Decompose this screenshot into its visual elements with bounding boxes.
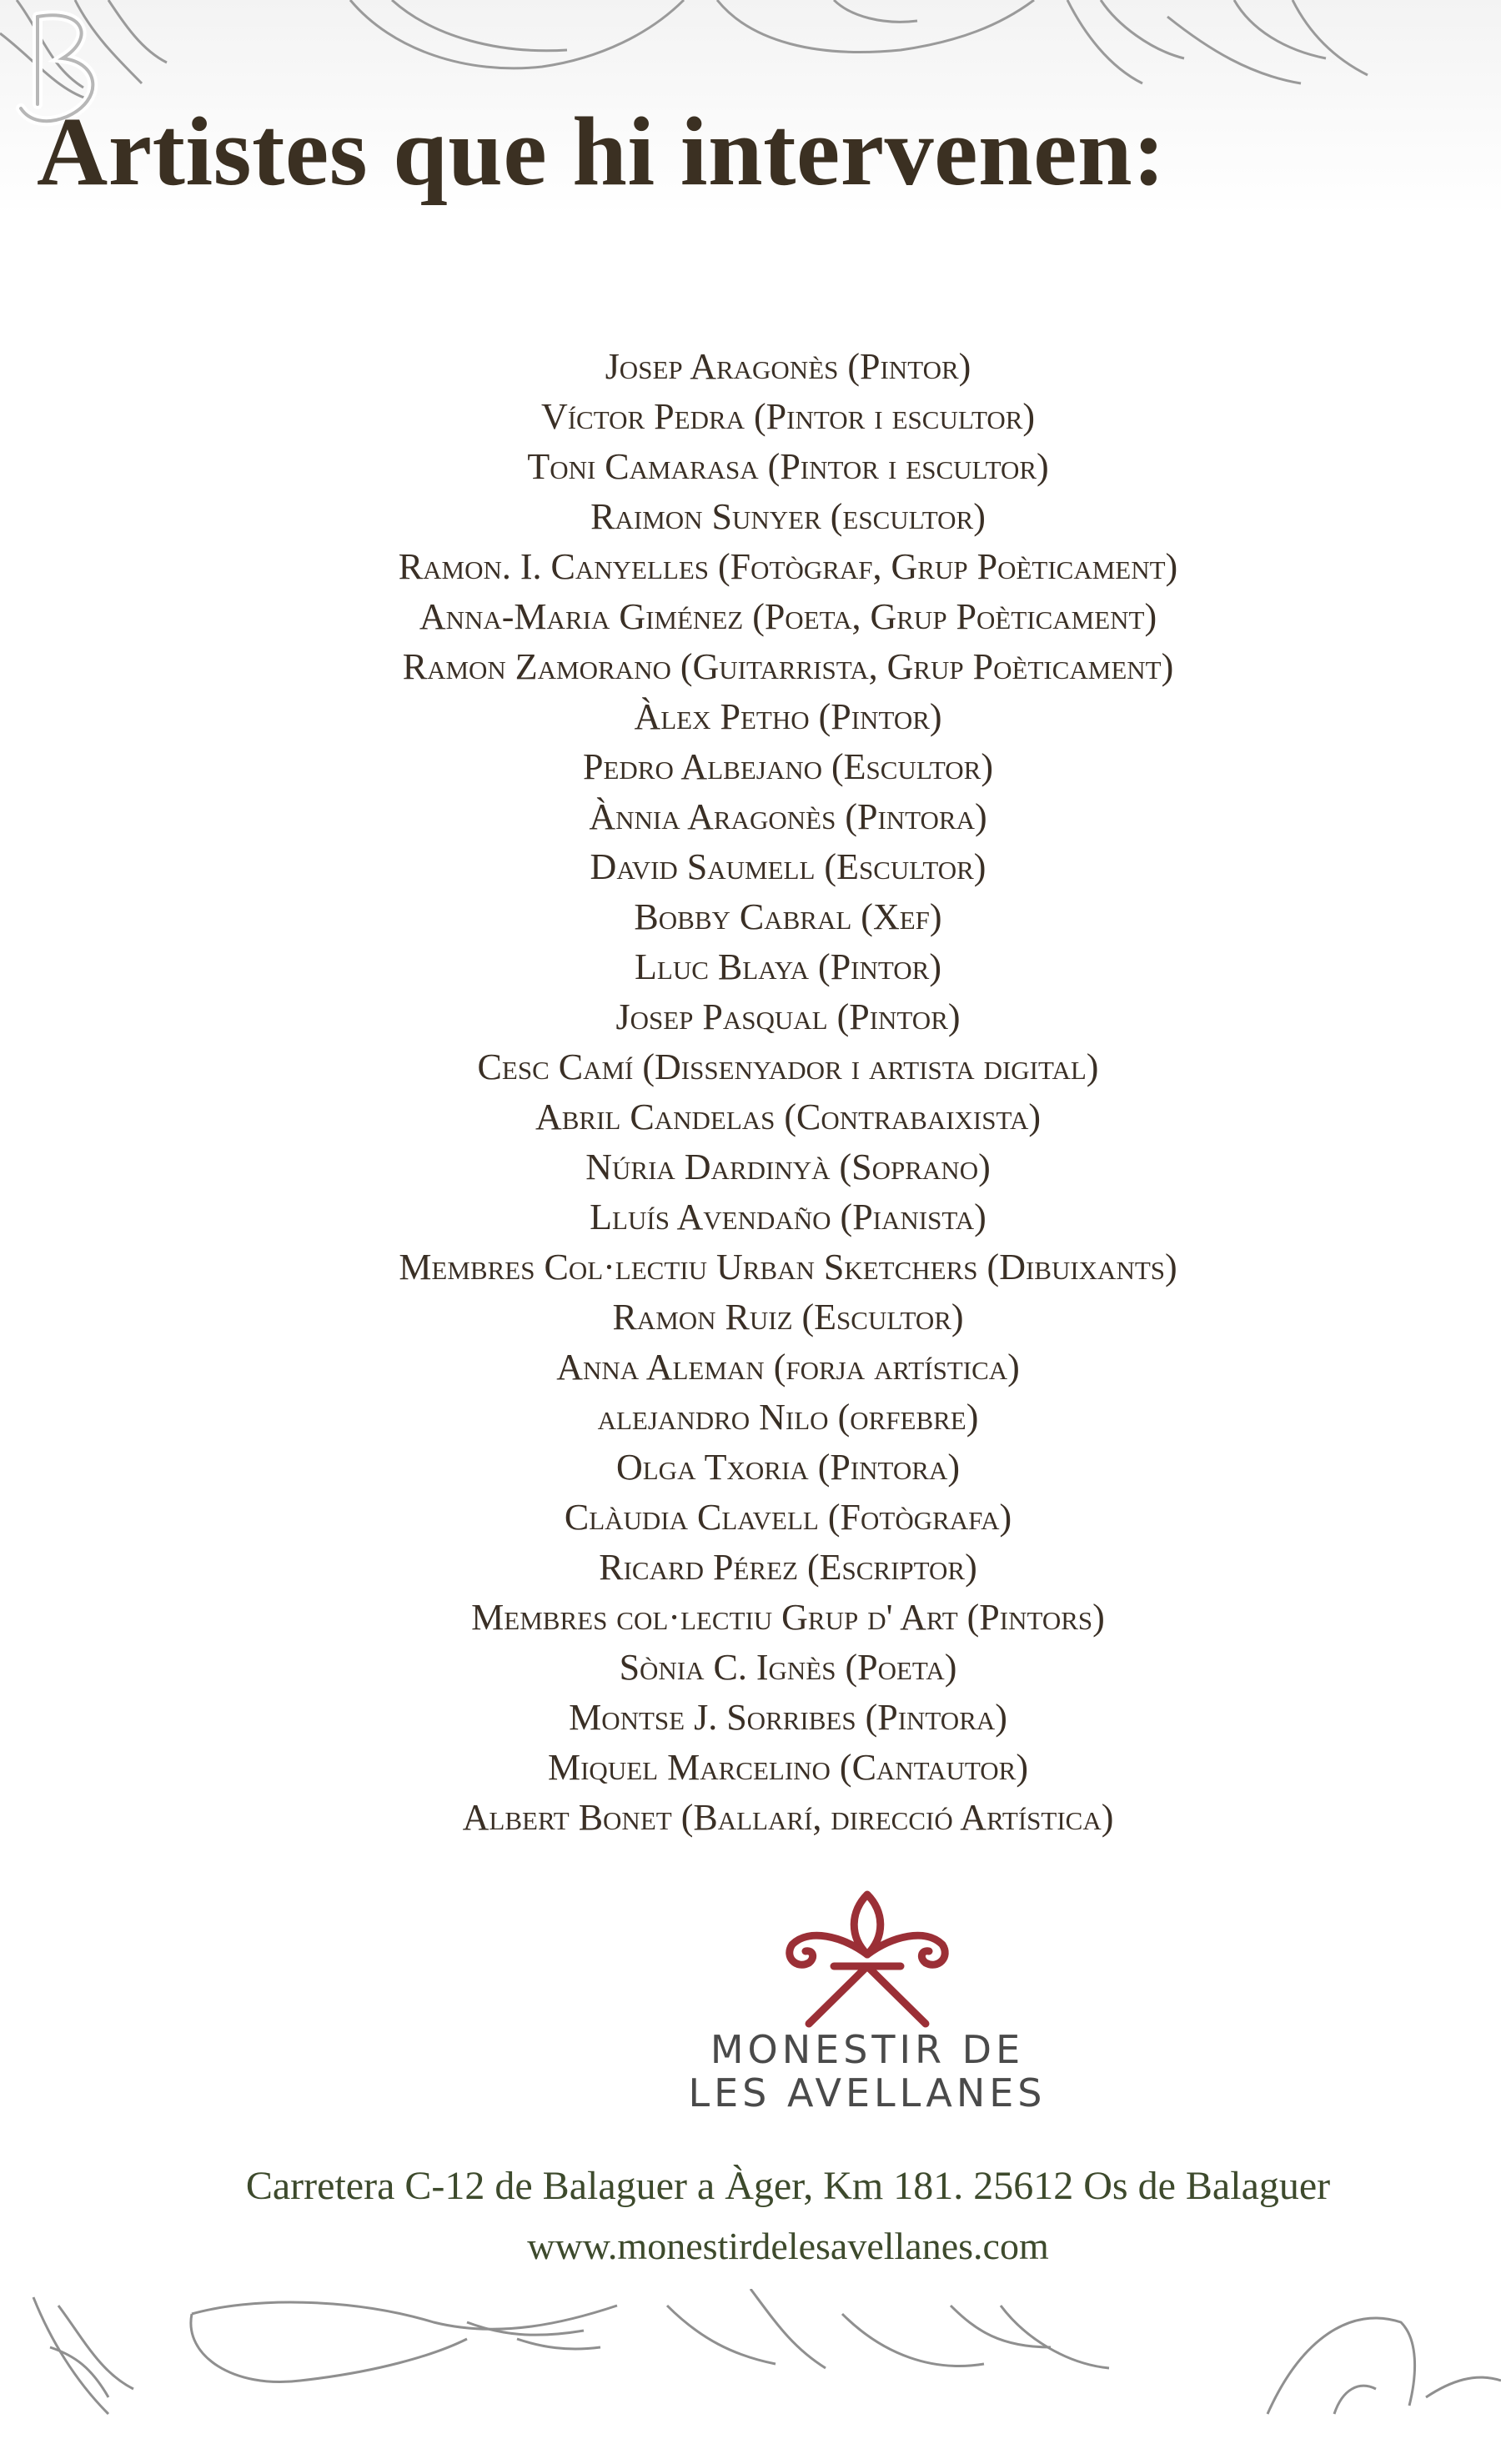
artist-item: Abril Candelas (Contrabaixista) — [535, 1097, 1041, 1137]
artist-item: Ramon Zamorano (Guitarrista, Grup Poèticament) — [402, 646, 1174, 687]
artist-item: Membres Col·lectiu Urban Sketchers (Dibuixants) — [399, 1247, 1177, 1287]
artist-item: Josep Pasqual (Pintor) — [615, 996, 961, 1037]
artist-item: Cesc Camí (Dissenyador i artista digital) — [477, 1046, 1099, 1087]
bottom-floral-decoration — [0, 2289, 1501, 2464]
artist-item: Anna Aleman (forja artística) — [556, 1347, 1020, 1388]
artist-item: Montse J. Sorribes (Pintora) — [569, 1697, 1007, 1738]
artist-item: Membres col·lectiu Grup d' Art (Pintors) — [471, 1597, 1105, 1638]
artist-item: Víctor Pedra (Pintor i escultor) — [540, 396, 1036, 437]
artist-item: Olga Txoria (Pintora) — [615, 1447, 961, 1488]
artist-item: alejandro Nilo (orfebre) — [597, 1397, 979, 1438]
artist-item: Lluís Avendaño (Pianista) — [590, 1197, 986, 1237]
artist-item: Ramon Ruiz (Escultor) — [612, 1297, 964, 1337]
artist-item: Toni Camarasa (Pintor i escultor) — [527, 446, 1049, 487]
website-link[interactable]: www.monestirdelesavellanes.com — [527, 2225, 1049, 2267]
artist-item: Anna-Maria Giménez (Poeta, Grup Poèticament) — [419, 596, 1157, 637]
artist-item: Raimon Sunyer (escultor) — [590, 496, 986, 537]
artist-item: Núria Dardinyà (Soprano) — [585, 1147, 991, 1187]
artist-item: Ricard Pérez (Escriptor) — [599, 1547, 977, 1588]
artist-item: Bobby Cabral (Xef) — [634, 896, 942, 937]
artist-item: Lluc Blaya (Pintor) — [635, 946, 941, 987]
artist-item: Josep Aragonès (Pintor) — [605, 346, 971, 387]
monastery-logo-text — [650, 2028, 1084, 2115]
address-text: Carretera C-12 de Balaguer a Àger, Km 181. 25612 Os de Balaguer — [245, 2164, 1331, 2208]
artist-item: Ànnia Aragonès (Pintora) — [589, 796, 987, 837]
logo-line-1: MONESTIR DE — [710, 2027, 1025, 2072]
fleur-de-lis-icon — [767, 1886, 967, 2036]
artist-item: Miquel Marcelino (Cantautor) — [547, 1747, 1029, 1788]
artist-item: Albert Bonet (Ballarí, direcció Artística) — [462, 1797, 1114, 1838]
artist-item: Sònia C. Ignès (Poeta) — [619, 1647, 957, 1688]
artist-item: Clàudia Clavell (Fotògrafa) — [564, 1497, 1012, 1538]
artist-item: Àlex Petho (Pintor) — [634, 696, 942, 737]
logo-line-2: LES AVELLANES — [688, 2070, 1047, 2115]
artist-item: Ramon. I. Canyelles (Fotògraf, Grup Poèticament) — [398, 546, 1178, 587]
page-title: Artistes que hi intervenen: — [37, 97, 1166, 206]
artist-item: David Saumell (Escultor) — [590, 846, 986, 887]
floral-lineart-bottom — [0, 2289, 1501, 2464]
artist-list — [0, 342, 1501, 1843]
artist-item: Pedro Albejano (Escultor) — [583, 746, 993, 787]
